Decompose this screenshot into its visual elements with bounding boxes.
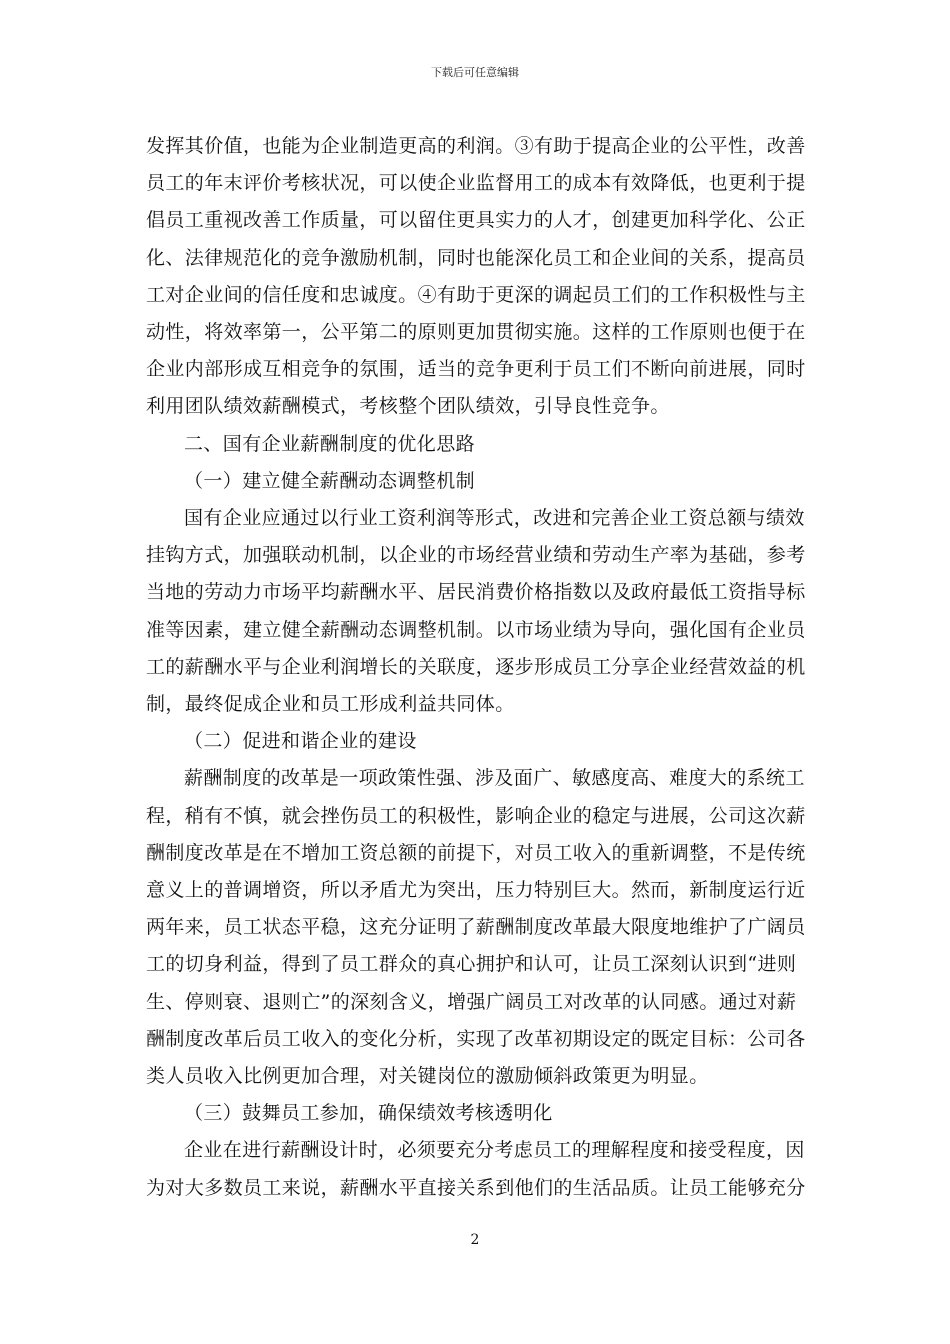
subsection-heading-2: （二）促进和谐企业的建设: [184, 730, 417, 753]
paragraph-4: 企业在进行薪酬设计时，必须要充分考虑员工的理解程度和接受程度，因 为对大多数员工来说，薪酬水平直接关系到他们的生活品质。让员工能够充分: [146, 1139, 806, 1199]
paragraph-1: 发挥其价值，也能为企业制造更高的利润。③有助于提高企业的公平性，改善 员工的年末评价考核状况，可以使企业监督用工的成本有效降低，也更利于提 倡员工重视改善工作质量，可以留住更具实力的人才，创建更加科学化、公正 化、法律规范化的竞争激励机制，同时也能深化员工和企业间的关系，提高员 工对企业间的信任度和忠诚度。④有助于更深的调起员工们的工作积极性与主 动性，将效率第一，公平第二的原则更加贯彻实施。这样的工作原则也便于在 企业内部形成互相竞争的氛围，适当的竞争更利于员工们不断向前进展，同时 利用团队绩效薪酬模式，考核整个团队绩效，引导良性竞争。: [146, 135, 806, 418]
page-number: 2: [470, 1232, 480, 1248]
section-heading: 二、国有企业薪酬制度的优化思路: [184, 432, 476, 455]
subsection-heading-1: （一）建立健全薪酬动态调整机制: [184, 469, 476, 492]
subsection-heading-3: （三）鼓舞员工参加，确保绩效考核透明化: [184, 1102, 553, 1125]
page-header: 下载后可任意编辑: [431, 66, 519, 79]
paragraph-3: 薪酬制度的改革是一项政策性强、涉及面广、敏感度高、难度大的系统工 程，稍有不慎，就会挫伤员工的积极性，影响企业的稳定与进展，公司这次薪 酬制度改革是在不增加工资总额的前提下，对员工收入的重新调整，不是传统 意义上的普调增资，所以矛盾尤为突出，压力特别巨大。然而，新制度运行近 两年来，员工状态平稳，这充分证明了薪酬制度改革最大限度地维护了广阔员 工的切身利益，得到了员工群众的真心拥护和认可，让员工深刻认识到“进则 生、停则衰、退则亡”的深刻含义，增强广阔员工对改革的认同感。通过对薪 酬制度改革后员工收入的变化分析，实现了改革初期设定的既定目标：公司各 类人员收入比例更加合理，对关键岗位的激励倾斜政策更为明显。: [146, 767, 806, 1088]
document-body: [146, 128, 808, 1207]
paragraph-2: 国有企业应通过以行业工资利润等形式，改进和完善企业工资总额与绩效 挂钩方式，加强联动机制，以企业的市场经营业绩和劳动生产率为基础，参考 当地的劳动力市场平均薪酬水平、居民消费价格指数以及政府最低工资指导标 准等因素，建立健全薪酬动态调整机制。以市场业绩为导向，强化国有企业员 工的薪酬水平与企业利润增长的关联度，逐步形成员工分享企业经营效益的机 制，最终促成企业和员工形成利益共同体。: [146, 507, 806, 716]
